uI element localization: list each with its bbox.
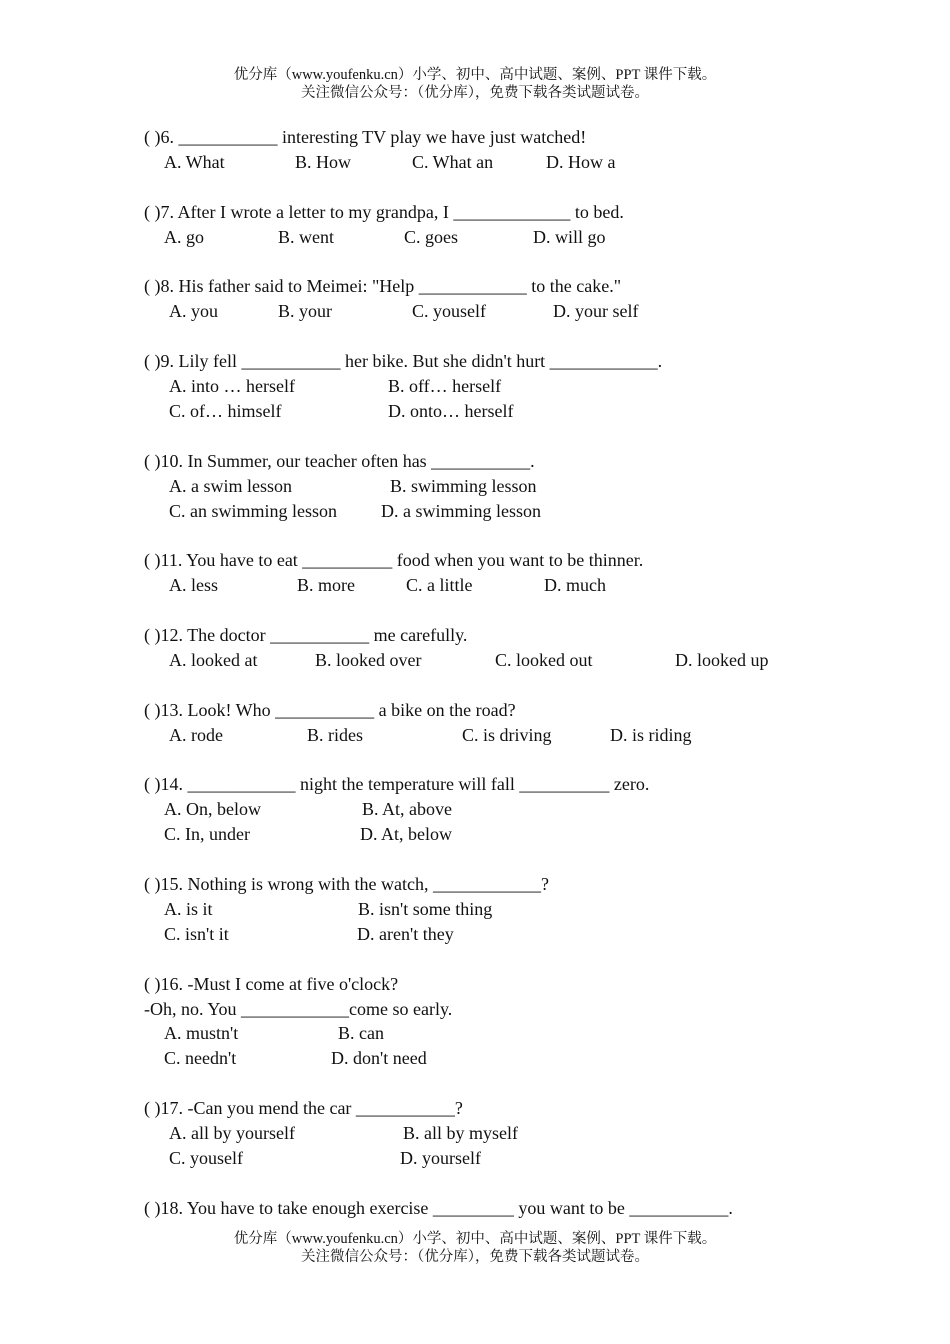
q12-option-b: B. looked over: [315, 650, 422, 670]
q17-option-d: D. yourself: [400, 1148, 481, 1168]
q6-option-a: A. What: [164, 152, 225, 172]
q14-option-b: B. At, above: [362, 799, 452, 819]
question-8-stem: ( )8. His father said to Meimei: "Help ____________ to the cake.": [144, 276, 622, 296]
footer-line-1: 优分库（www.youfenku.cn）小学、初中、高中试题、案例、PPT 课件下载。: [233, 1231, 717, 1247]
q7-option-d: D. will go: [533, 227, 606, 247]
q16-option-d: D. don't need: [331, 1048, 427, 1068]
page-footer: [0, 1230, 950, 1266]
q17-option-b: B. all by myself: [403, 1123, 518, 1143]
question-16-stem: ( )16. -Must I come at five o'clock?: [144, 974, 399, 994]
q13-option-a: A. rode: [169, 725, 223, 745]
q9-option-c: C. of… himself: [169, 401, 282, 421]
q11-option-a: A. less: [169, 575, 218, 595]
q8-option-b: B. your: [278, 301, 332, 321]
q7-option-b: B. went: [278, 227, 334, 247]
q12-option-a: A. looked at: [169, 650, 258, 670]
q7-option-c: C. goes: [404, 227, 458, 247]
q7-option-a: A. go: [164, 227, 204, 247]
q8-option-c: C. youself: [412, 301, 486, 321]
q8-option-d: D. your self: [553, 301, 639, 321]
question-14-stem: ( )14. ____________ night the temperature will fall __________ zero.: [144, 774, 650, 794]
header-line-1: 优分库（www.youfenku.cn）小学、初中、高中试题、案例、PPT 课件下载。: [233, 67, 717, 83]
q13-option-b: B. rides: [307, 725, 363, 745]
q15-option-d: D. aren't they: [357, 924, 454, 944]
q9-option-b: B. off… herself: [388, 376, 502, 396]
q12-option-c: C. looked out: [495, 650, 593, 670]
question-17-stem: ( )17. -Can you mend the car ___________?: [144, 1098, 463, 1118]
q13-option-d: D. is riding: [610, 725, 692, 745]
q11-option-d: D. much: [544, 575, 606, 595]
q6-option-b: B. How: [295, 152, 352, 172]
q12-option-d: D. looked up: [675, 650, 769, 670]
header-line-2: 关注微信公众号：（优分库），免费下载各类试题试卷。: [301, 85, 649, 101]
q17-option-c: C. youself: [169, 1148, 243, 1168]
q15-option-b: B. isn't some thing: [358, 899, 493, 919]
q10-option-a: A. a swim lesson: [169, 476, 292, 496]
question-6-stem: ( )6. ___________ interesting TV play we have just watched!: [144, 127, 587, 147]
page-header: [0, 66, 950, 102]
q6-option-d: D. How a: [546, 152, 616, 172]
question-18-stem: ( )18. You have to take enough exercise _________ you want to be ___________.: [144, 1198, 733, 1218]
q9-option-d: D. onto… herself: [388, 401, 514, 421]
q16-option-c: C. needn't: [164, 1048, 237, 1068]
q14-option-a: A. On, below: [164, 799, 261, 819]
question-9-stem: ( )9. Lily fell ___________ her bike. But she didn't hurt ____________.: [144, 351, 663, 371]
q13-option-c: C. is driving: [462, 725, 552, 745]
q14-option-d: D. At, below: [360, 824, 452, 844]
question-12-stem: ( )12. The doctor ___________ me carefully.: [144, 625, 468, 645]
q11-option-b: B. more: [297, 575, 355, 595]
question-16-stem-reply: -Oh, no. You ____________come so early.: [144, 999, 453, 1019]
question-13-stem: ( )13. Look! Who ___________ a bike on the road?: [144, 700, 516, 720]
question-11-stem: ( )11. You have to eat __________ food when you want to be thinner.: [144, 550, 644, 570]
q9-option-a: A. into … herself: [169, 376, 295, 396]
q6-option-c: C. What an: [412, 152, 494, 172]
q8-option-a: A. you: [169, 301, 218, 321]
q10-option-c: C. an swimming lesson: [169, 501, 338, 521]
q16-option-b: B. can: [338, 1023, 384, 1043]
q10-option-b: B. swimming lesson: [390, 476, 537, 496]
question-7-stem: ( )7. After I wrote a letter to my grandpa, I _____________ to bed.: [144, 202, 624, 222]
question-10-stem: ( )10. In Summer, our teacher often has ___________.: [144, 451, 535, 471]
q17-option-a: A. all by yourself: [169, 1123, 295, 1143]
q11-option-c: C. a little: [406, 575, 473, 595]
q15-option-a: A. is it: [164, 899, 213, 919]
q14-option-c: C. In, under: [164, 824, 250, 844]
footer-line-2: 关注微信公众号：（优分库），免费下载各类试题试卷。: [301, 1249, 649, 1265]
q10-option-d: D. a swimming lesson: [381, 501, 541, 521]
question-15-stem: ( )15. Nothing is wrong with the watch, ____________?: [144, 874, 549, 894]
q15-option-c: C. isn't it: [164, 924, 229, 944]
q16-option-a: A. mustn't: [164, 1023, 239, 1043]
